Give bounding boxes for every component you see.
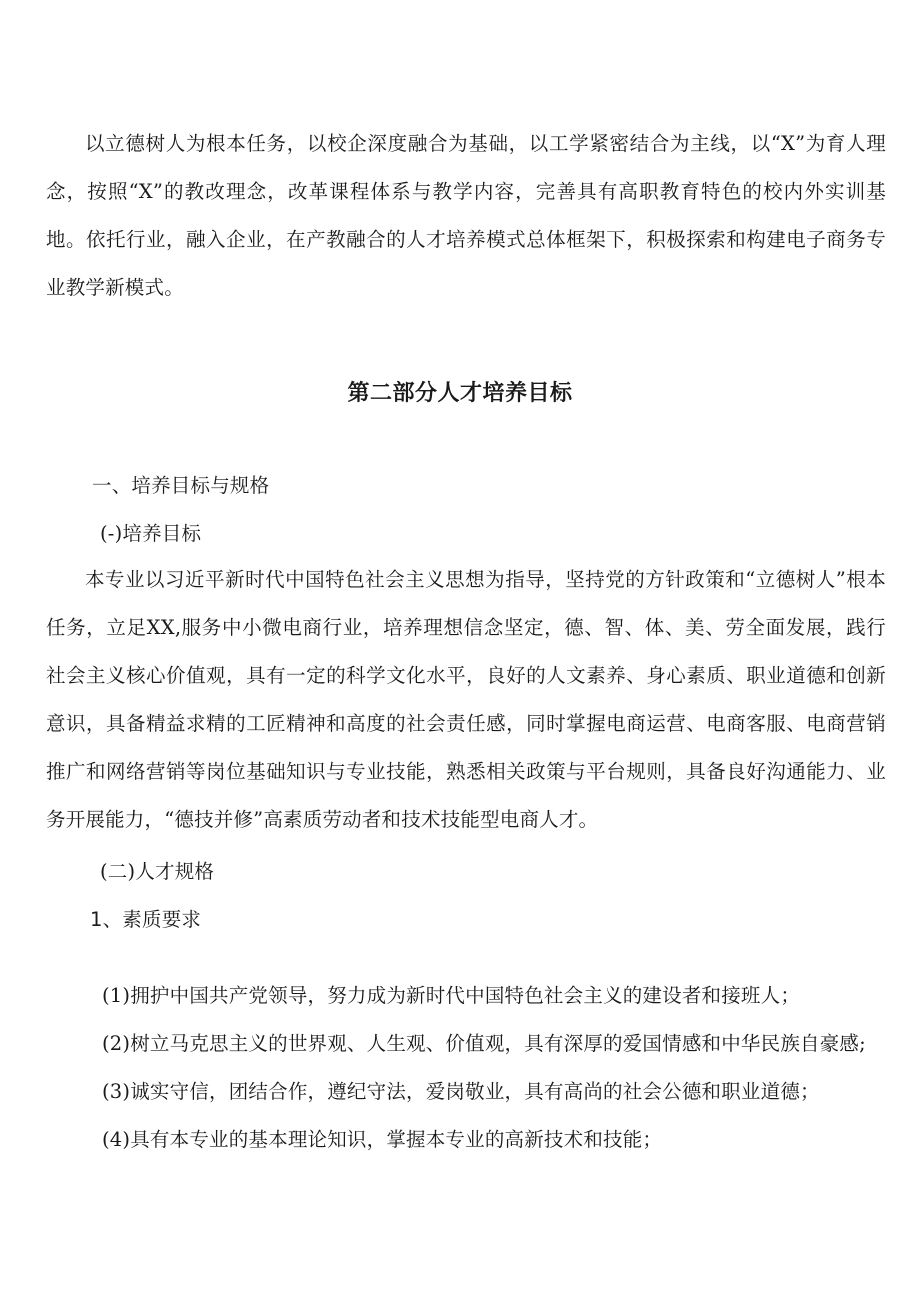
quality-heading: 1、素质要求	[90, 908, 202, 931]
subsection-heading-goal: (-)培养目标	[100, 522, 202, 545]
requirement-item: (4)具有本专业的基本理论知识，掌握本专业的高新技术和技能；	[102, 1128, 663, 1151]
requirement-item: (2)树立马克思主义的世界观、人生观、价值观，具有深厚的爱国情感和中华民族自豪感;	[102, 1032, 866, 1055]
subsection-heading-spec: (二)人才规格	[100, 860, 215, 883]
requirement-item: (1)拥护中国共产党领导，努力成为新时代中国特色社会主义的建设者和接班人；	[102, 984, 801, 1007]
section-heading: 一、培养目标与规格	[92, 474, 270, 497]
intro-paragraph: 以立德树人为根本任务，以校企深度融合为基础，以工学紧密结合为主线，以“X”为育人理念，按照“X”的教改理念，改革课程体系与教学内容，完善具有高职教育特色的校内外实训基地。依托行业，融入企业，在产教融合的人才培养模式总体框架下，积极探索和构建电子商务专业教学新模式。	[46, 132, 886, 299]
part-title: 第二部分人才培养目标	[347, 380, 573, 406]
requirement-item: (3)诚实守信，团结合作，遵纪守法，爱岗敬业，具有高尚的社会公德和职业道德；	[102, 1080, 820, 1103]
goal-paragraph: 本专业以习近平新时代中国特色社会主义思想为指导，坚持党的方针政策和“立德树人”根本任务，立足XX,服务中小微电商行业，培养理想信念坚定，德、智、体、美、劳全面发展，践行社会主义核心价值观，具有一定的科学文化水平，良好的人文素养、身心素质、职业道德和创新意识，具备精益求精的工匠精神和高度的社会责任感，同时掌握电商运营、电商客服、电商营销推广和网络营销等岗位基础知识与专业技能，熟悉相关政策与平台规则，具备良好沟通能力、业务开展能力，“德技并修”高素质劳动者和技术技能型电商人才。	[46, 568, 886, 831]
